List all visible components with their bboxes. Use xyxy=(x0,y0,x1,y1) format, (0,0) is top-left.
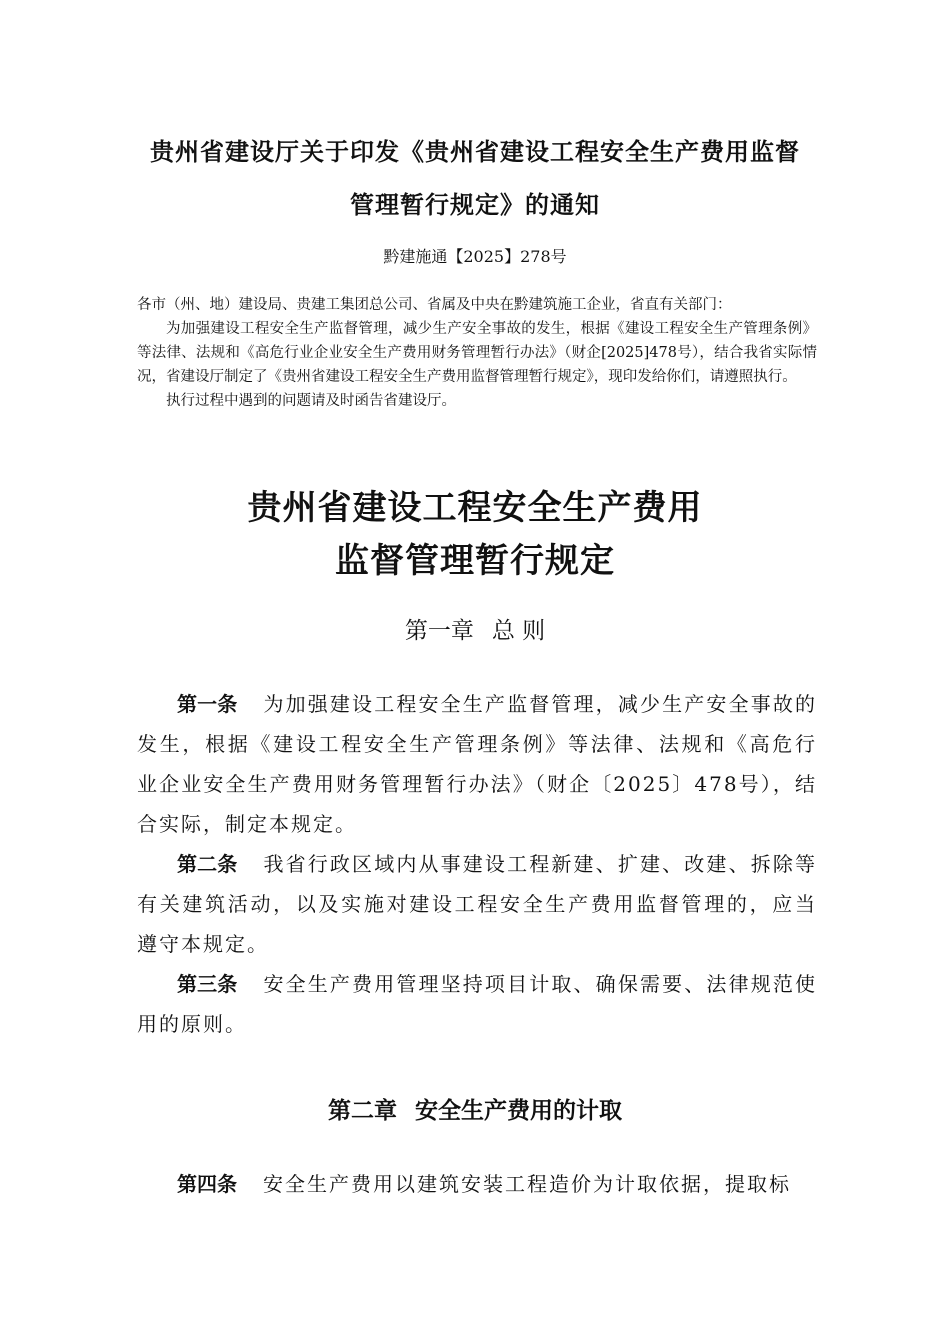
article-text: 安全生产费用以建筑安装工程造价为计取依据，提取标 xyxy=(263,1172,791,1196)
notice-title-line1: 贵州省建设厅关于印发《贵州省建设工程安全生产费用监督 xyxy=(150,137,800,166)
chapter-name: 总 则 xyxy=(491,618,546,644)
chapter-name: 安全生产费用的计取 xyxy=(415,1097,622,1124)
article-label: 第一条 xyxy=(177,692,238,716)
article-paragraph xyxy=(137,1164,817,1204)
document-number: 黔建施通【2025】278号 xyxy=(383,247,567,266)
article-text: 我省行政区域内从事建设工程新建、扩建、改建、拆除等有关建筑活动，以及实施对建设工程安全生产费用监督管理的，应当遵守本规定。 xyxy=(137,852,818,956)
regulation-title-line1: 贵州省建设工程安全生产费用 xyxy=(247,488,703,528)
article-paragraph xyxy=(137,684,817,844)
chapter-heading-2 xyxy=(0,1092,950,1125)
article-text: 安全生产费用管理坚持项目计取、确保需要、法律规范使用的原则。 xyxy=(137,972,818,1036)
chapter-number: 第一章 xyxy=(404,618,474,644)
notice-addressee: 各市（州、地）建设局、贵建工集团总公司、省属及中央在黔建筑施工企业，省直有关部门： xyxy=(137,297,732,313)
article-label: 第四条 xyxy=(177,1172,237,1196)
article-label: 第三条 xyxy=(177,972,238,996)
article-paragraph xyxy=(137,964,817,1044)
notice-paragraph: 为加强建设工程安全生产监督管理，减少生产安全事故的发生，根据《建设工程安全生产管理条例》等法律、法规和《高危行业企业安全生产费用财务管理暂行办法》（财企[2025]478号），结合我省实际情况，省建设厅制定了《贵州省建设工程安全生产费用监督管理暂行规定》，现印发给你们，请遵照执行。 xyxy=(137,321,817,385)
chapter-number: 第二章 xyxy=(328,1097,397,1124)
regulation-title-line2: 监督管理暂行规定 xyxy=(335,541,615,581)
notice-body xyxy=(137,293,817,413)
articles-section xyxy=(137,684,817,1044)
notice-paragraph: 执行过程中遇到的问题请及时函告省建设厅。 xyxy=(166,393,456,409)
article-label: 第二条 xyxy=(177,852,238,876)
chapter-heading-1 xyxy=(0,612,950,645)
article-text: 为加强建设工程安全生产监督管理，减少生产安全事故的发生，根据《建设工程安全生产管理条例》等法律、法规和《高危行业企业安全生产费用财务管理暂行办法》（财企〔2025〕478号），结合实际，制定本规定。 xyxy=(137,692,818,836)
article-paragraph xyxy=(137,844,817,964)
notice-title-line2: 管理暂行规定》的通知 xyxy=(350,190,600,219)
article-4 xyxy=(137,1164,817,1204)
